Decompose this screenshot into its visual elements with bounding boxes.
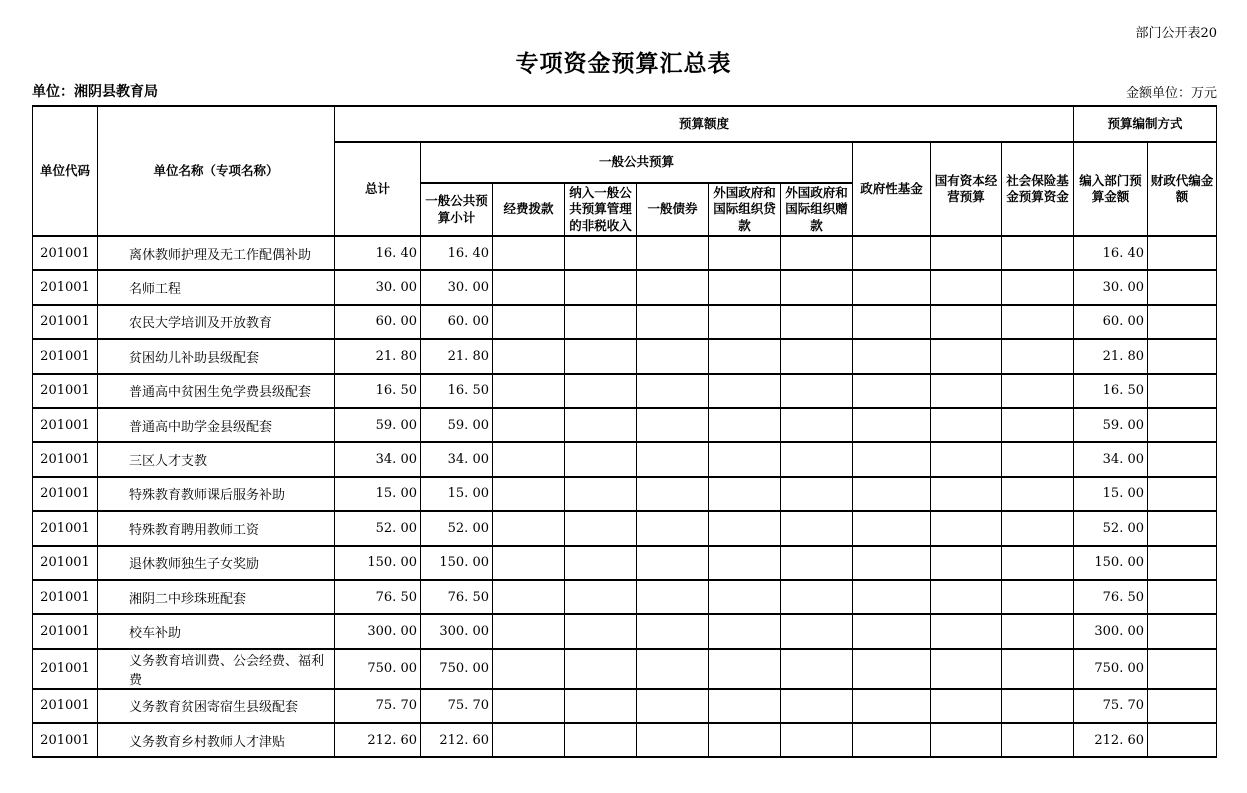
amount-cell-appropriation: [493, 236, 565, 270]
amount-cell-state_capital: [931, 339, 1002, 373]
amount-cell-appropriation: [493, 723, 565, 757]
unit-code-cell: 201001: [33, 339, 98, 373]
amount-cell-non_tax_revenue: [565, 408, 637, 442]
amount-cell-general_bonds: [637, 580, 709, 614]
amount-cell-state_capital: [931, 614, 1002, 648]
amount-cell-state_capital: [931, 477, 1002, 511]
amount-cell-appropriation: [493, 511, 565, 545]
unit-name-cell: 义务教育乡村教师人才津贴: [98, 723, 335, 757]
amount-cell-gpb_subtotal: 60. 00: [421, 305, 493, 339]
amount-cell-dept_budget_amount: 16. 50: [1074, 374, 1148, 408]
amount-cell-gov_funds: [853, 580, 931, 614]
amount-cell-foreign_grants: [781, 546, 853, 580]
amount-cell-appropriation: [493, 374, 565, 408]
header-appropriation: 经费拨款: [493, 183, 565, 236]
amount-cell-general_bonds: [637, 477, 709, 511]
amount-cell-general_bonds: [637, 270, 709, 304]
amount-cell-gov_funds: [853, 723, 931, 757]
amount-cell-total: 16. 50: [335, 374, 421, 408]
budget-summary-table: [32, 105, 1217, 758]
amount-cell-appropriation: [493, 442, 565, 476]
amount-cell-non_tax_revenue: [565, 511, 637, 545]
amount-cell-appropriation: [493, 339, 565, 373]
amount-cell-non_tax_revenue: [565, 689, 637, 723]
amount-cell-gpb_subtotal: 21. 80: [421, 339, 493, 373]
table-row: [33, 305, 1217, 339]
header-budget-method-group: 预算编制方式: [1074, 106, 1217, 142]
table-body: [33, 236, 1217, 757]
amount-cell-foreign_loans: [709, 408, 781, 442]
amount-cell-dept_budget_amount: 212. 60: [1074, 723, 1148, 757]
amount-cell-total: 150. 00: [335, 546, 421, 580]
header-gpb-subtotal: 一般公共预算小计: [421, 183, 493, 236]
amount-cell-gov_funds: [853, 270, 931, 304]
table-row: [33, 546, 1217, 580]
unit-name-cell: 湘阴二中珍珠班配套: [98, 580, 335, 614]
header-budget-amount-group: 预算额度: [335, 106, 1074, 142]
amount-cell-foreign_loans: [709, 546, 781, 580]
amount-cell-fiscal_agent_amount: [1148, 442, 1217, 476]
amount-cell-social_insurance: [1002, 546, 1074, 580]
amount-cell-foreign_grants: [781, 236, 853, 270]
amount-cell-appropriation: [493, 580, 565, 614]
amount-cell-social_insurance: [1002, 723, 1074, 757]
amount-cell-total: 21. 80: [335, 339, 421, 373]
amount-cell-total: 300. 00: [335, 614, 421, 648]
amount-cell-foreign_grants: [781, 339, 853, 373]
amount-cell-gov_funds: [853, 339, 931, 373]
amount-cell-general_bonds: [637, 723, 709, 757]
amount-cell-state_capital: [931, 511, 1002, 545]
amount-cell-gpb_subtotal: 59. 00: [421, 408, 493, 442]
unit-code-cell: 201001: [33, 270, 98, 304]
header-gov-funds: 政府性基金: [853, 142, 931, 236]
table-row: [33, 374, 1217, 408]
amount-cell-gpb_subtotal: 212. 60: [421, 723, 493, 757]
amount-cell-foreign_loans: [709, 339, 781, 373]
amount-cell-dept_budget_amount: 34. 00: [1074, 442, 1148, 476]
amount-cell-foreign_grants: [781, 477, 853, 511]
amount-cell-state_capital: [931, 689, 1002, 723]
amount-cell-fiscal_agent_amount: [1148, 511, 1217, 545]
amount-cell-total: 34. 00: [335, 442, 421, 476]
amount-cell-dept_budget_amount: 16. 40: [1074, 236, 1148, 270]
unit-name-cell: 特殊教育教师课后服务补助: [98, 477, 335, 511]
amount-cell-fiscal_agent_amount: [1148, 374, 1217, 408]
amount-cell-foreign_grants: [781, 649, 853, 689]
amount-cell-total: 30. 00: [335, 270, 421, 304]
header-general-bonds: 一般债券: [637, 183, 709, 236]
amount-cell-appropriation: [493, 270, 565, 304]
amount-unit-label: 金额单位：万元: [1125, 86, 1217, 101]
amount-cell-social_insurance: [1002, 649, 1074, 689]
amount-cell-gov_funds: [853, 442, 931, 476]
amount-cell-dept_budget_amount: 30. 00: [1074, 270, 1148, 304]
amount-cell-gpb_subtotal: 300. 00: [421, 614, 493, 648]
amount-cell-dept_budget_amount: 150. 00: [1074, 546, 1148, 580]
amount-cell-fiscal_agent_amount: [1148, 649, 1217, 689]
amount-cell-total: 15. 00: [335, 477, 421, 511]
amount-cell-general_bonds: [637, 689, 709, 723]
table-row: [33, 339, 1217, 373]
amount-cell-gpb_subtotal: 34. 00: [421, 442, 493, 476]
amount-cell-foreign_loans: [709, 236, 781, 270]
header-dept-budget-amount: 编入部门预算金额: [1074, 142, 1148, 236]
unit-code-cell: 201001: [33, 723, 98, 757]
amount-cell-dept_budget_amount: 76. 50: [1074, 580, 1148, 614]
amount-cell-dept_budget_amount: 52. 00: [1074, 511, 1148, 545]
amount-cell-gov_funds: [853, 649, 931, 689]
amount-cell-state_capital: [931, 442, 1002, 476]
amount-cell-foreign_loans: [709, 305, 781, 339]
amount-cell-gpb_subtotal: 30. 00: [421, 270, 493, 304]
amount-cell-fiscal_agent_amount: [1148, 723, 1217, 757]
amount-cell-appropriation: [493, 689, 565, 723]
amount-cell-gov_funds: [853, 614, 931, 648]
unit-code-cell: 201001: [33, 374, 98, 408]
amount-cell-non_tax_revenue: [565, 546, 637, 580]
amount-cell-gov_funds: [853, 546, 931, 580]
amount-cell-general_bonds: [637, 236, 709, 270]
unit-name-cell: 特殊教育聘用教师工资: [98, 511, 335, 545]
amount-cell-appropriation: [493, 477, 565, 511]
unit-name-label: 单位：湘阴县教育局: [32, 83, 158, 99]
unit-code-cell: 201001: [33, 477, 98, 511]
table-row: [33, 649, 1217, 689]
table-row: [33, 689, 1217, 723]
amount-cell-social_insurance: [1002, 270, 1074, 304]
amount-cell-dept_budget_amount: 60. 00: [1074, 305, 1148, 339]
amount-cell-non_tax_revenue: [565, 374, 637, 408]
unit-code-cell: 201001: [33, 442, 98, 476]
amount-cell-gpb_subtotal: 52. 00: [421, 511, 493, 545]
unit-name-cell: 农民大学培训及开放教育: [98, 305, 335, 339]
amount-cell-social_insurance: [1002, 339, 1074, 373]
amount-cell-general_bonds: [637, 546, 709, 580]
amount-cell-non_tax_revenue: [565, 270, 637, 304]
amount-cell-foreign_grants: [781, 580, 853, 614]
amount-cell-foreign_loans: [709, 511, 781, 545]
amount-cell-social_insurance: [1002, 689, 1074, 723]
amount-cell-gov_funds: [853, 689, 931, 723]
amount-cell-fiscal_agent_amount: [1148, 270, 1217, 304]
amount-cell-dept_budget_amount: 300. 00: [1074, 614, 1148, 648]
amount-cell-social_insurance: [1002, 374, 1074, 408]
unit-code-cell: 201001: [33, 511, 98, 545]
amount-cell-foreign_grants: [781, 408, 853, 442]
amount-cell-state_capital: [931, 374, 1002, 408]
header-fiscal-agent-amount: 财政代编金额: [1148, 142, 1217, 236]
amount-cell-general_bonds: [637, 442, 709, 476]
amount-cell-dept_budget_amount: 21. 80: [1074, 339, 1148, 373]
amount-cell-general_bonds: [637, 511, 709, 545]
amount-cell-dept_budget_amount: 59. 00: [1074, 408, 1148, 442]
unit-code-cell: 201001: [33, 649, 98, 689]
unit-name-cell: 义务教育培训费、公会经费、福利费: [98, 649, 335, 689]
unit-name-cell: 普通高中助学金县级配套: [98, 408, 335, 442]
amount-cell-foreign_loans: [709, 442, 781, 476]
amount-cell-general_bonds: [637, 305, 709, 339]
amount-cell-foreign_loans: [709, 649, 781, 689]
amount-cell-dept_budget_amount: 75. 70: [1074, 689, 1148, 723]
amount-cell-gov_funds: [853, 236, 931, 270]
amount-cell-total: 16. 40: [335, 236, 421, 270]
amount-cell-foreign_loans: [709, 689, 781, 723]
amount-cell-foreign_grants: [781, 270, 853, 304]
amount-cell-gov_funds: [853, 374, 931, 408]
amount-cell-state_capital: [931, 236, 1002, 270]
amount-cell-state_capital: [931, 305, 1002, 339]
amount-cell-social_insurance: [1002, 442, 1074, 476]
amount-cell-total: 60. 00: [335, 305, 421, 339]
unit-code-cell: 201001: [33, 305, 98, 339]
table-row: [33, 614, 1217, 648]
amount-cell-non_tax_revenue: [565, 580, 637, 614]
header-general-public-budget-group: 一般公共预算: [421, 142, 853, 183]
amount-cell-appropriation: [493, 305, 565, 339]
amount-cell-gpb_subtotal: 150. 00: [421, 546, 493, 580]
amount-cell-state_capital: [931, 546, 1002, 580]
amount-cell-fiscal_agent_amount: [1148, 339, 1217, 373]
amount-cell-gpb_subtotal: 750. 00: [421, 649, 493, 689]
page-title: 专项资金预算汇总表: [515, 50, 732, 76]
amount-cell-foreign_loans: [709, 723, 781, 757]
amount-cell-social_insurance: [1002, 580, 1074, 614]
amount-cell-fiscal_agent_amount: [1148, 689, 1217, 723]
amount-cell-total: 212. 60: [335, 723, 421, 757]
amount-cell-gov_funds: [853, 305, 931, 339]
amount-cell-general_bonds: [637, 374, 709, 408]
unit-code-cell: 201001: [33, 614, 98, 648]
amount-cell-gov_funds: [853, 511, 931, 545]
amount-cell-social_insurance: [1002, 305, 1074, 339]
amount-cell-state_capital: [931, 580, 1002, 614]
amount-cell-foreign_grants: [781, 723, 853, 757]
amount-cell-gov_funds: [853, 408, 931, 442]
amount-cell-gpb_subtotal: 75. 70: [421, 689, 493, 723]
unit-code-cell: 201001: [33, 546, 98, 580]
amount-cell-gpb_subtotal: 16. 50: [421, 374, 493, 408]
amount-cell-social_insurance: [1002, 236, 1074, 270]
amount-cell-fiscal_agent_amount: [1148, 614, 1217, 648]
unit-name-cell: 贫困幼儿补助县级配套: [98, 339, 335, 373]
table-row: [33, 442, 1217, 476]
amount-cell-state_capital: [931, 270, 1002, 304]
meta-row: [32, 81, 1217, 101]
amount-cell-general_bonds: [637, 339, 709, 373]
unit-name-cell: 义务教育贫困寄宿生县级配套: [98, 689, 335, 723]
amount-cell-appropriation: [493, 408, 565, 442]
amount-cell-gpb_subtotal: 76. 50: [421, 580, 493, 614]
amount-cell-social_insurance: [1002, 511, 1074, 545]
amount-cell-general_bonds: [637, 408, 709, 442]
table-row: [33, 408, 1217, 442]
unit-name-cell: 离休教师护理及无工作配偶补助: [98, 236, 335, 270]
amount-cell-foreign_loans: [709, 374, 781, 408]
amount-cell-foreign_loans: [709, 270, 781, 304]
amount-cell-total: 75. 70: [335, 689, 421, 723]
table-row: [33, 723, 1217, 757]
amount-cell-non_tax_revenue: [565, 477, 637, 511]
amount-cell-state_capital: [931, 723, 1002, 757]
amount-cell-general_bonds: [637, 614, 709, 648]
amount-cell-gpb_subtotal: 15. 00: [421, 477, 493, 511]
table-row: [33, 236, 1217, 270]
amount-cell-non_tax_revenue: [565, 305, 637, 339]
amount-cell-non_tax_revenue: [565, 442, 637, 476]
amount-cell-fiscal_agent_amount: [1148, 236, 1217, 270]
amount-cell-non_tax_revenue: [565, 723, 637, 757]
amount-cell-fiscal_agent_amount: [1148, 546, 1217, 580]
amount-cell-non_tax_revenue: [565, 614, 637, 648]
amount-cell-foreign_grants: [781, 689, 853, 723]
unit-name-cell: 退休教师独生子女奖励: [98, 546, 335, 580]
amount-cell-state_capital: [931, 649, 1002, 689]
amount-cell-foreign_loans: [709, 614, 781, 648]
budget-table-wrapper: [32, 105, 1217, 758]
amount-cell-foreign_loans: [709, 477, 781, 511]
amount-cell-foreign_grants: [781, 442, 853, 476]
header-unit-code: 单位代码: [33, 106, 98, 236]
header-foreign-loans: 外国政府和国际组织贷款: [709, 183, 781, 236]
amount-cell-dept_budget_amount: 15. 00: [1074, 477, 1148, 511]
amount-cell-fiscal_agent_amount: [1148, 580, 1217, 614]
amount-cell-fiscal_agent_amount: [1148, 305, 1217, 339]
table-row: [33, 270, 1217, 304]
header-non-tax-revenue: 纳入一般公共预算管理的非税收入: [565, 183, 637, 236]
table-row: [33, 580, 1217, 614]
header-social-insurance: 社会保险基金预算资金: [1002, 142, 1074, 236]
amount-cell-social_insurance: [1002, 408, 1074, 442]
amount-cell-dept_budget_amount: 750. 00: [1074, 649, 1148, 689]
amount-cell-total: 750. 00: [335, 649, 421, 689]
header-total: 总计: [335, 142, 421, 236]
amount-cell-appropriation: [493, 649, 565, 689]
amount-cell-fiscal_agent_amount: [1148, 408, 1217, 442]
unit-name-cell: 名师工程: [98, 270, 335, 304]
amount-cell-foreign_grants: [781, 305, 853, 339]
amount-cell-foreign_grants: [781, 374, 853, 408]
amount-cell-total: 52. 00: [335, 511, 421, 545]
amount-cell-fiscal_agent_amount: [1148, 477, 1217, 511]
header-state-capital: 国有资本经营预算: [931, 142, 1002, 236]
unit-code-cell: 201001: [33, 580, 98, 614]
amount-cell-social_insurance: [1002, 614, 1074, 648]
amount-cell-non_tax_revenue: [565, 649, 637, 689]
unit-name-cell: 校车补助: [98, 614, 335, 648]
header-unit-name: 单位名称（专项名称）: [98, 106, 335, 236]
amount-cell-appropriation: [493, 546, 565, 580]
unit-code-cell: 201001: [33, 236, 98, 270]
amount-cell-state_capital: [931, 408, 1002, 442]
amount-cell-foreign_grants: [781, 511, 853, 545]
amount-cell-foreign_loans: [709, 580, 781, 614]
table-row: [33, 511, 1217, 545]
corner-table-number: 部门公开表20: [1135, 26, 1217, 41]
amount-cell-total: 76. 50: [335, 580, 421, 614]
table-header: [33, 106, 1217, 236]
amount-cell-total: 59. 00: [335, 408, 421, 442]
unit-name-cell: 普通高中贫困生免学费县级配套: [98, 374, 335, 408]
amount-cell-foreign_grants: [781, 614, 853, 648]
header-foreign-grants: 外国政府和国际组织赠款: [781, 183, 853, 236]
amount-cell-non_tax_revenue: [565, 236, 637, 270]
amount-cell-gpb_subtotal: 16. 40: [421, 236, 493, 270]
amount-cell-non_tax_revenue: [565, 339, 637, 373]
unit-code-cell: 201001: [33, 689, 98, 723]
unit-code-cell: 201001: [33, 408, 98, 442]
amount-cell-social_insurance: [1002, 477, 1074, 511]
amount-cell-gov_funds: [853, 477, 931, 511]
amount-cell-appropriation: [493, 614, 565, 648]
table-row: [33, 477, 1217, 511]
unit-name-cell: 三区人才支教: [98, 442, 335, 476]
amount-cell-general_bonds: [637, 649, 709, 689]
